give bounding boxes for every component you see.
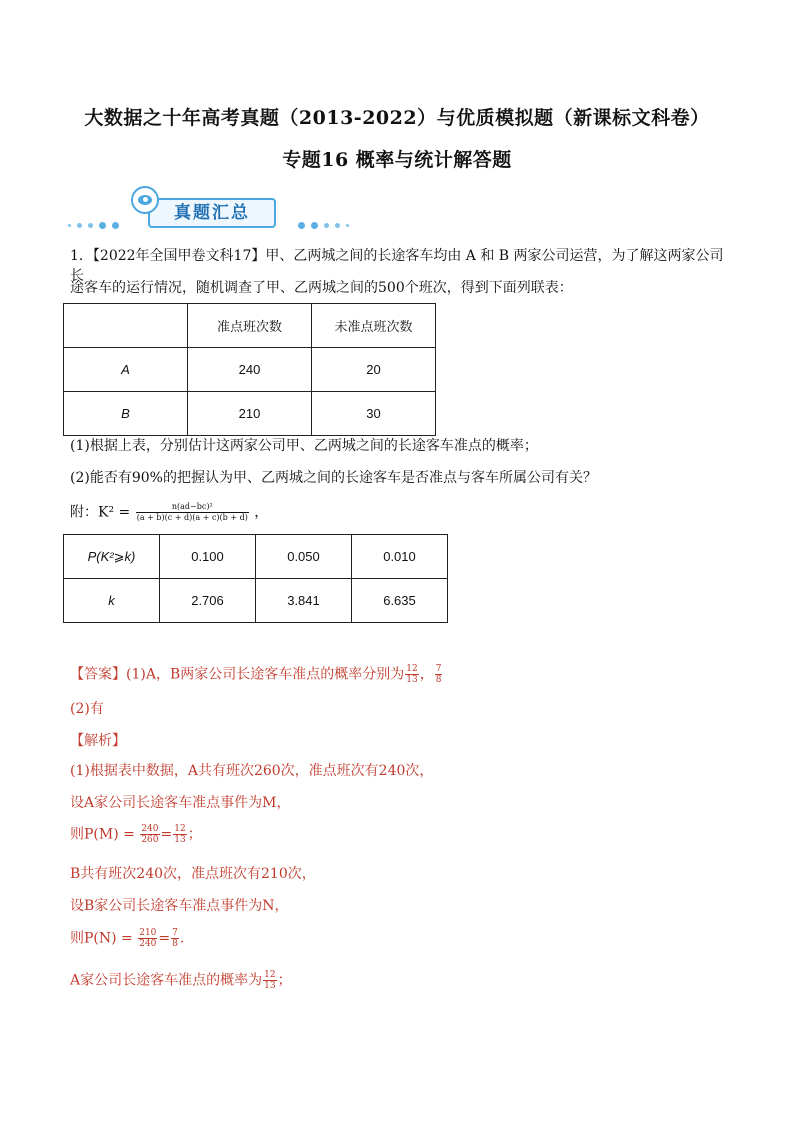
table-cell [64, 304, 188, 348]
equation-suffix: . [179, 930, 185, 947]
table-row-label: A [64, 348, 188, 392]
formula-prefix: 附：K² = [70, 504, 131, 521]
fraction-numerator: 240 [141, 824, 159, 834]
analysis-line-7 [70, 970, 730, 991]
topic-title: 专题16 概率与统计解答题 [282, 149, 512, 171]
fraction [263, 970, 276, 991]
fraction-numerator: 12 [406, 664, 418, 674]
fraction-denominator: 260 [141, 835, 159, 845]
analysis-line-4: B共有班次240次，准点班次有210次， [70, 866, 316, 882]
banner-label: 真题汇总 [148, 198, 276, 228]
equals-sign: = [158, 930, 171, 947]
table-row [64, 579, 448, 623]
table-row-label: B [64, 392, 188, 436]
equation-prefix: 则P(M) = [70, 826, 135, 843]
table-cell: 30 [312, 392, 436, 436]
table-row [64, 348, 436, 392]
critical-value-table [63, 534, 448, 623]
analysis-tag: 【解析】 [70, 733, 126, 749]
fraction-numerator: 12 [264, 970, 276, 980]
eye-icon [131, 186, 159, 214]
analysis-line-6 [70, 928, 730, 949]
answer-line [70, 664, 730, 685]
fraction [138, 928, 157, 949]
fraction-denominator: 13 [264, 981, 276, 991]
formula-line [70, 502, 730, 523]
equals-sign: = [160, 826, 173, 843]
table-cell: 0.050 [256, 535, 352, 579]
table-row [64, 535, 448, 579]
equation-suffix: ； [187, 826, 202, 843]
question-1: (1)根据上表，分别估计这两家公司甲、乙两城之间的长途客车准点的概率； [70, 438, 538, 454]
fraction-denominator: 13 [406, 675, 418, 685]
table-row-label: k [64, 579, 160, 623]
table-cell: 20 [312, 348, 436, 392]
formula-fraction [136, 502, 249, 523]
fraction [140, 824, 159, 845]
analysis-line-2: 设A家公司长途客车准点事件为M， [70, 795, 291, 811]
fraction [173, 824, 186, 845]
fraction-numerator: 7 [172, 928, 178, 938]
fraction [435, 664, 443, 685]
formula-numerator: n(ad−bc)² [136, 502, 249, 513]
table-cell: 0.100 [160, 535, 256, 579]
fraction [171, 928, 179, 949]
table-cell: 0.010 [352, 535, 448, 579]
answer-tag: 【答案】 [70, 666, 126, 683]
equation-prefix: A家公司长途客车准点的概率为 [70, 972, 263, 989]
fraction-numerator: 12 [174, 824, 186, 834]
equation-prefix: 则P(N) = [70, 930, 133, 947]
equation-suffix: ； [277, 972, 292, 989]
fraction [405, 664, 418, 685]
document-title: 大数据之十年高考真题（2013-2022）与优质模拟题（新课标文科卷） [84, 107, 710, 129]
table-header: 未准点班次数 [312, 304, 436, 348]
table-row [64, 392, 436, 436]
question-2: (2)能否有90%的把握认为甲、乙两城之间的长途客车是否准点与客车所属公司有关？ [70, 470, 597, 486]
section-banner [68, 182, 368, 234]
table-row-label: P(K²⩾k) [64, 535, 160, 579]
table-cell: 240 [188, 348, 312, 392]
fraction-denominator: 13 [174, 835, 186, 845]
table-cell: 2.706 [160, 579, 256, 623]
fraction-denominator: 8 [435, 675, 442, 685]
banner-dots-left [68, 215, 125, 234]
analysis-line-1: (1)根据表中数据，A共有班次260次，准点班次有240次， [70, 763, 434, 779]
problem-line-1: 1．【2022年全国甲卷文科17】甲、乙两城之间的长途客车均由 A 和 B 两家公司运营，为了解这两家公司长 [70, 248, 724, 284]
separator: ， [419, 666, 434, 683]
formula-suffix: ， [254, 504, 269, 521]
analysis-line-5: 设B家公司长途客车准点事件为N， [70, 898, 289, 914]
banner-dots-right [298, 215, 355, 234]
analysis-line-3 [70, 824, 730, 845]
fraction-denominator: 8 [172, 939, 178, 949]
table-cell: 210 [188, 392, 312, 436]
fraction-numerator: 210 [139, 928, 157, 938]
fraction-numerator: 7 [435, 664, 442, 674]
answer-text: (1)A，B两家公司长途客车准点的概率分别为 [126, 666, 405, 683]
answer-2: (2)有 [70, 701, 104, 717]
table-header: 准点班次数 [188, 304, 312, 348]
fraction-denominator: 240 [139, 939, 157, 949]
table-row [64, 304, 436, 348]
contingency-table [63, 303, 436, 436]
problem-line-2: 途客车的运行情况，随机调查了甲、乙两城之间的500个班次，得到下面列联表： [70, 280, 573, 296]
formula-denominator: (a + b)(c + d)(a + c)(b + d) [136, 513, 248, 522]
table-cell: 6.635 [352, 579, 448, 623]
table-cell: 3.841 [256, 579, 352, 623]
